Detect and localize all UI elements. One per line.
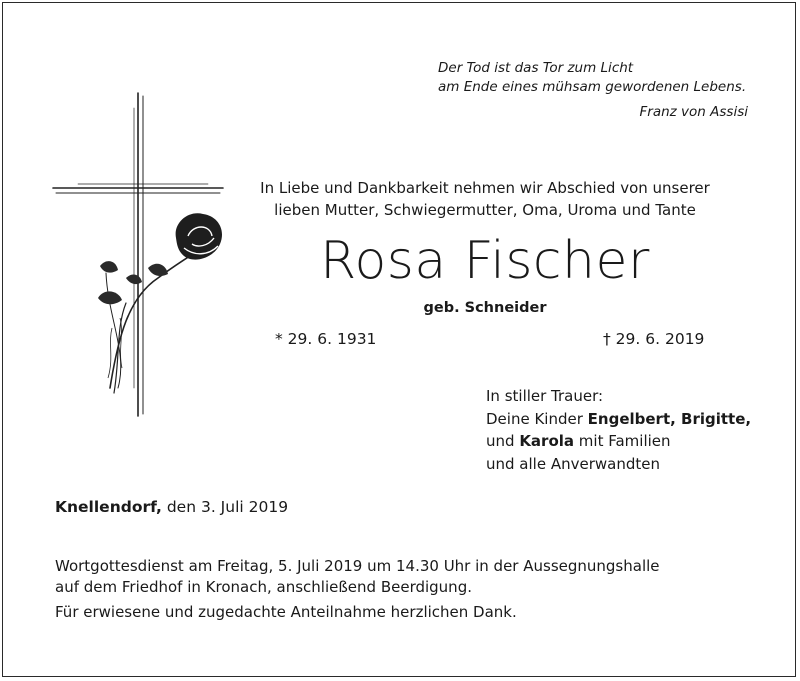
mourners-line-2-suffix: mit Familien: [574, 432, 671, 450]
birth-date: * 29. 6. 1931: [275, 330, 377, 348]
mourners-line-2-prefix: und: [486, 432, 520, 450]
quote-line-2: am Ende eines mühsam gewordenen Lebens.: [438, 79, 747, 95]
notice-date: den 3. Juli 2019: [161, 498, 289, 516]
mourners-line-1: [486, 408, 751, 431]
footer-line-3: Für erwiesene und zugedachte Anteilnahme herzlichen Dank.: [55, 603, 517, 621]
mourners-line-1-prefix: Deine Kinder: [486, 409, 588, 428]
deceased-name: Rosa Fischer: [320, 231, 650, 291]
mourners-children-names: Engelbert, Brigitte,: [587, 409, 752, 428]
mourners-block: [486, 385, 751, 475]
mourners-line-3: und alle Anverwandten: [486, 454, 660, 473]
mourners-child-name: Karola: [519, 432, 575, 450]
intro-line-1: In Liebe und Dankbarkeit nehmen wir Abschied von unserer: [260, 179, 710, 197]
place-name: Knellendorf,: [55, 498, 162, 516]
birth-name: geb. Schneider: [423, 300, 547, 316]
intro-line-2: lieben Mutter, Schwiegermutter, Oma, Uroma und Tante: [274, 201, 696, 219]
footer-line-2: auf dem Friedhof in Kronach, anschließend Beerdigung.: [55, 578, 472, 596]
mourners-heading: In stiller Trauer:: [486, 387, 604, 405]
quote-author: Franz von Assisi: [639, 104, 748, 120]
quote-line-1: Der Tod ist das Tor zum Licht: [438, 60, 634, 76]
place-date: [55, 498, 288, 516]
mourners-line-2: [486, 430, 751, 453]
footer-line-1: Wortgottesdienst am Freitag, 5. Juli 2019 um 14.30 Uhr in der Aussegnungshalle: [55, 557, 660, 575]
death-date: † 29. 6. 2019: [603, 330, 705, 348]
